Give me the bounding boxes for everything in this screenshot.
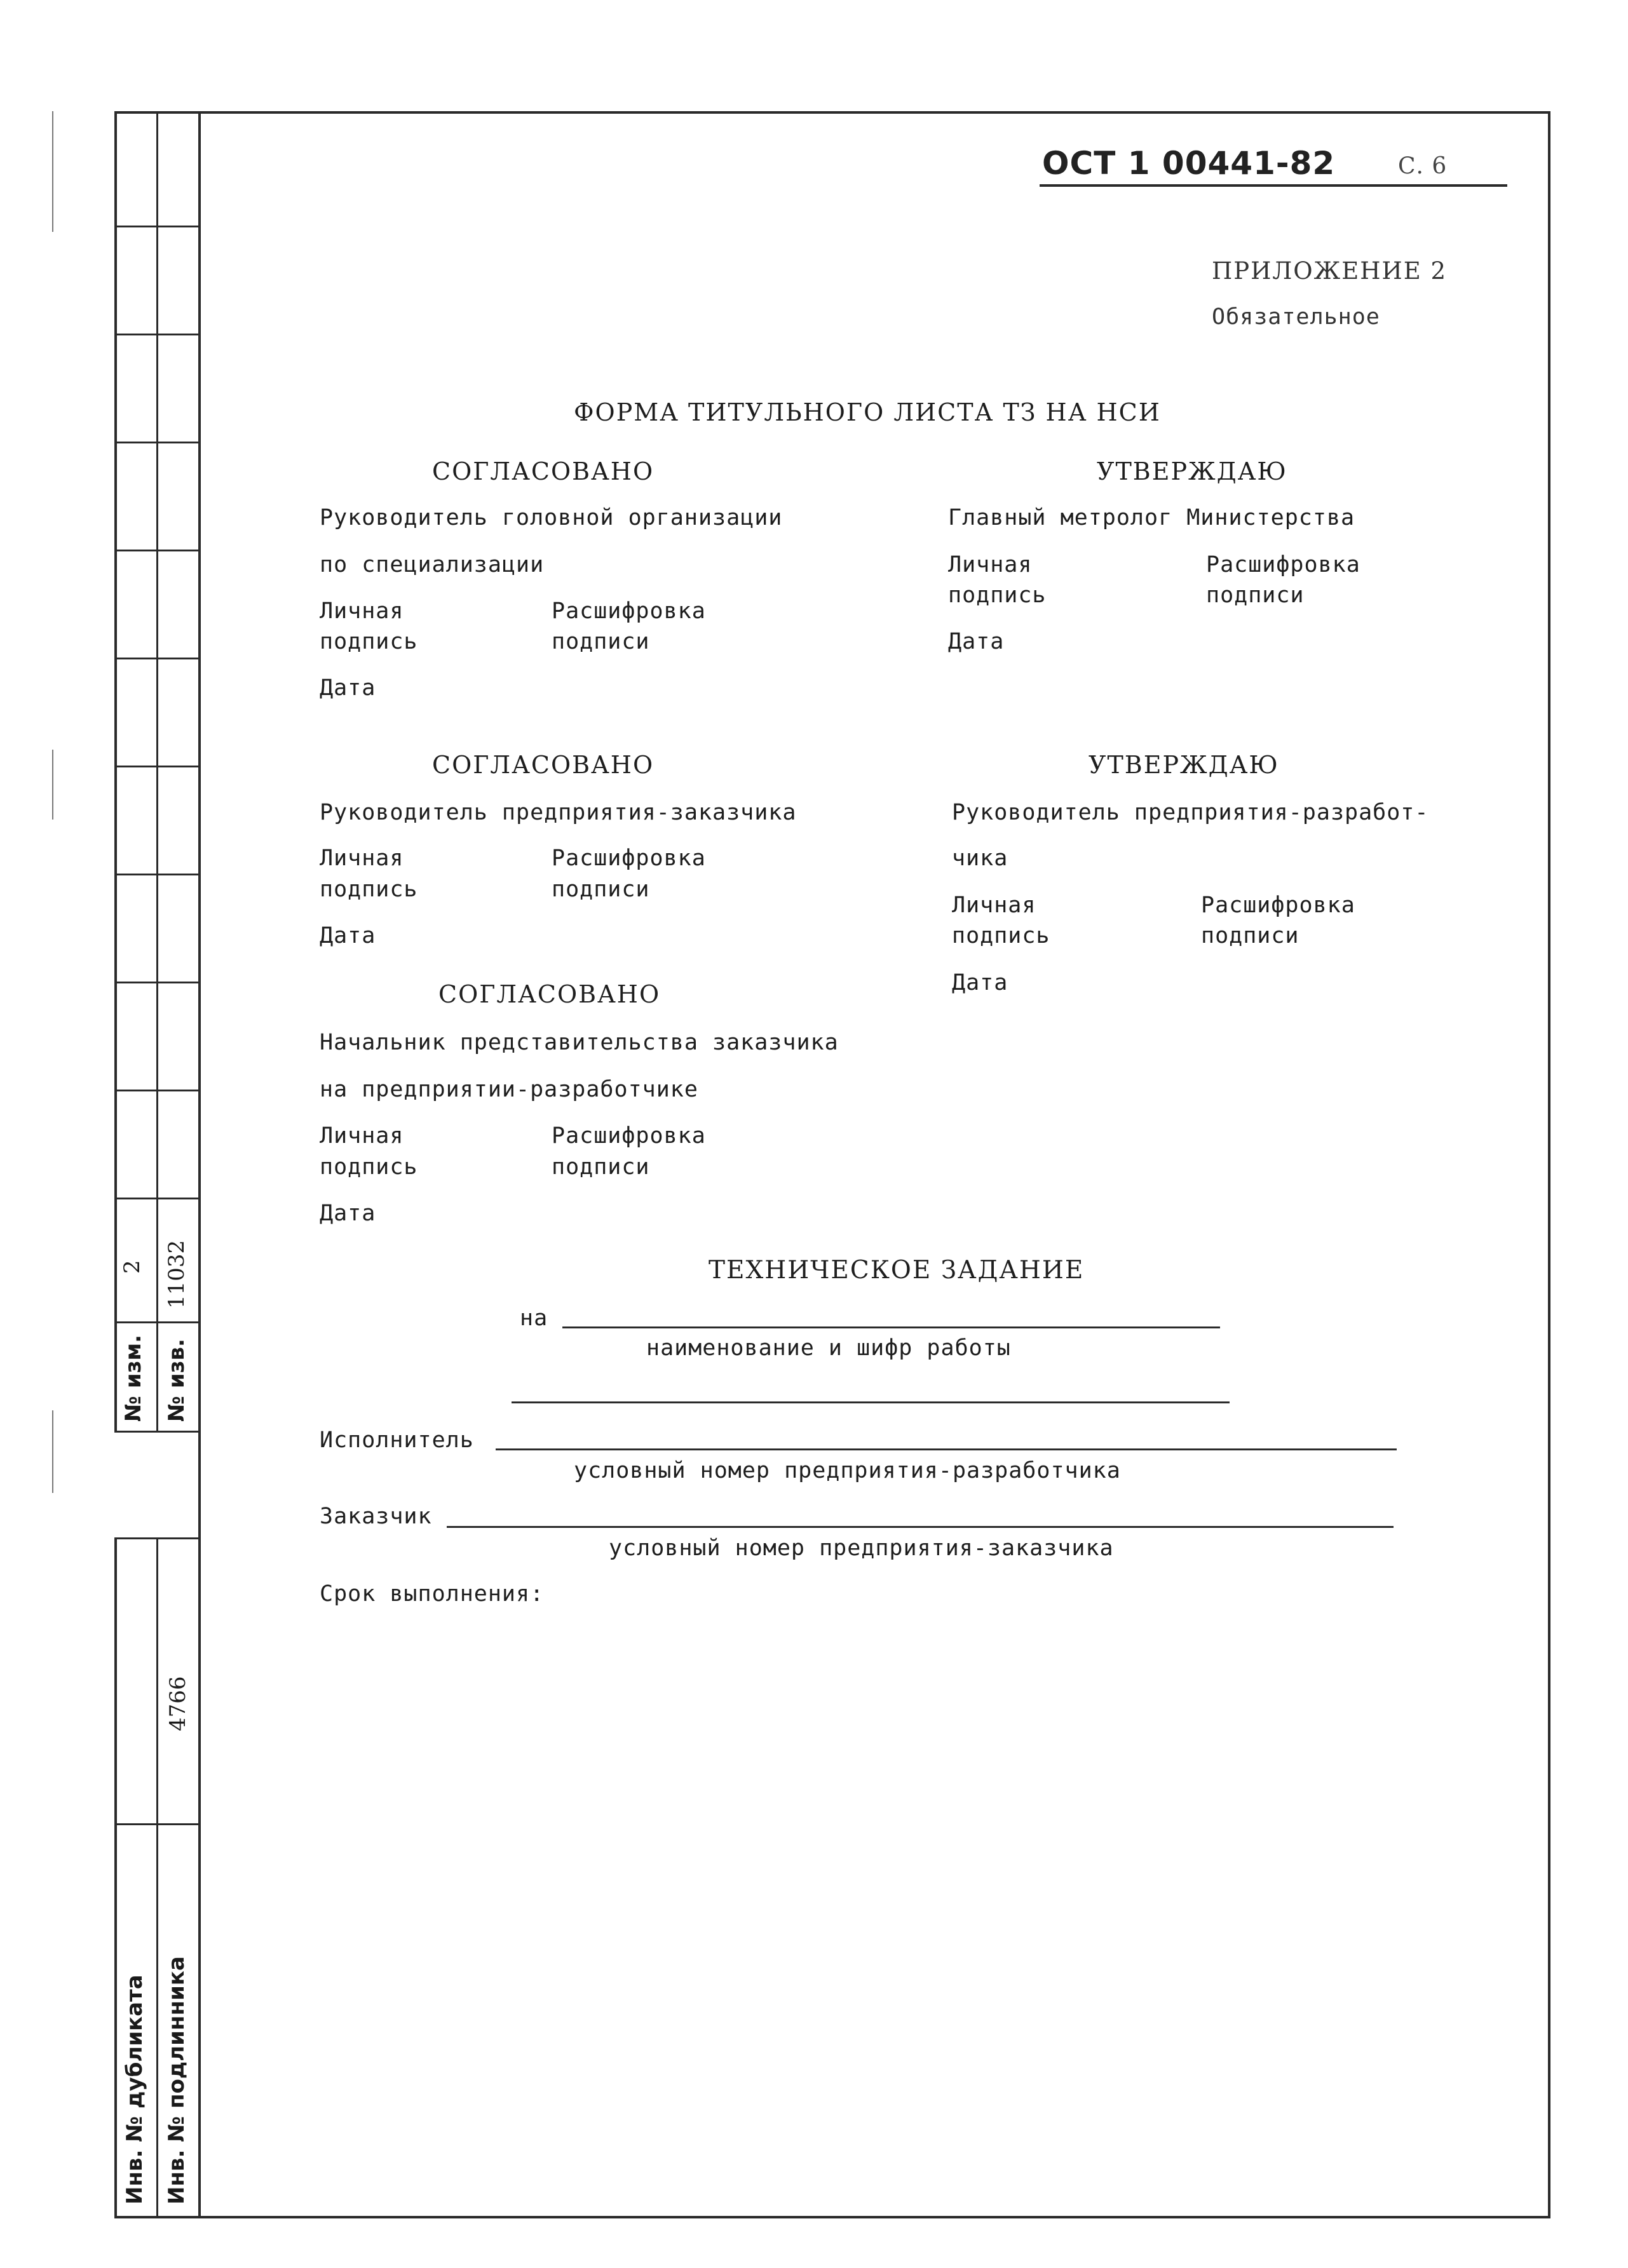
decoding-label: Расшифровка <box>552 598 706 624</box>
signature-label: подпись <box>320 877 418 902</box>
frame-bottom <box>201 2216 1550 2218</box>
on-label: на <box>520 1306 548 1331</box>
executor-caption: условный номер предприятия-разработчика <box>574 1458 1121 1483</box>
date-label: Дата <box>320 1201 376 1226</box>
signature-label: Личная <box>952 893 1036 918</box>
frame-right <box>1548 111 1550 2218</box>
decoding-label: подписи <box>1201 923 1299 948</box>
signature-label: подпись <box>948 583 1047 608</box>
customer-label: Заказчик <box>320 1504 432 1529</box>
change-number: 2 <box>119 1260 145 1274</box>
scan-mark <box>52 1410 53 1493</box>
date-label: Дата <box>320 923 376 948</box>
customer-caption: условный номер предприятия-заказчика <box>609 1536 1114 1561</box>
approve-text-line: чика <box>952 846 1008 871</box>
agreed-text-line: на предприятии-разработчике <box>320 1077 698 1102</box>
signature-label: подпись <box>320 629 418 654</box>
page-number: С. 6 <box>1398 153 1448 179</box>
document-code: ОСТ 1 00441-82 <box>1042 145 1336 182</box>
notice-number: 11032 <box>164 1239 189 1309</box>
agreed-text-line: Начальник представительства заказчика <box>320 1030 839 1055</box>
decoding-label: Расшифровка <box>552 846 706 871</box>
date-label: Дата <box>952 970 1008 996</box>
decoding-label: Расшифровка <box>552 1123 706 1149</box>
work-name-line <box>562 1326 1220 1328</box>
agreed-heading: СОГЛАСОВАНО <box>432 457 655 485</box>
decoding-label: подписи <box>1206 583 1305 608</box>
header-underline <box>1040 184 1507 187</box>
agreed-heading: СОГЛАСОВАНО <box>438 980 661 1008</box>
original-inventory-number: 4766 <box>165 1676 191 1731</box>
decoding-label: Расшифровка <box>1201 893 1355 918</box>
signature-label: Личная <box>948 552 1033 577</box>
duplicate-inventory-label: Инв. № дубликата <box>122 1974 147 2204</box>
approve-text-line: Главный метролог Министерства <box>948 505 1355 530</box>
signature-label: Личная <box>320 846 404 871</box>
signature-label: подпись <box>320 1154 418 1180</box>
scan-mark <box>52 750 53 820</box>
scan-mark <box>52 111 53 232</box>
signature-label: подпись <box>952 923 1050 948</box>
form-title: ФОРМА ТИТУЛЬНОГО ЛИСТА ТЗ НА НСИ <box>574 398 1161 426</box>
signature-label: Личная <box>320 598 404 624</box>
agreed-heading: СОГЛАСОВАНО <box>432 751 655 779</box>
appendix-status: Обязательное <box>1212 304 1380 330</box>
spec-title: ТЕХНИЧЕСКОЕ ЗАДАНИЕ <box>709 1256 1085 1285</box>
change-label: № изм. <box>121 1334 146 1422</box>
customer-line <box>447 1526 1394 1528</box>
approve-heading: УТВЕРЖДАЮ <box>1097 457 1287 485</box>
work-name-line-2 <box>512 1401 1230 1403</box>
executor-line <box>496 1448 1397 1450</box>
decoding-label: подписи <box>552 629 650 654</box>
date-label: Дата <box>948 629 1005 654</box>
date-label: Дата <box>320 675 376 701</box>
notice-label: № изв. <box>164 1339 189 1422</box>
decoding-label: подписи <box>552 877 650 902</box>
decoding-label: подписи <box>552 1154 650 1180</box>
agreed-text-line: по специализации <box>320 552 545 577</box>
agreed-text-line: Руководитель головной организации <box>320 505 783 530</box>
executor-label: Исполнитель <box>320 1428 474 1453</box>
agreed-text-line: Руководитель предприятия-заказчика <box>320 800 797 825</box>
appendix-title: ПРИЛОЖЕНИЕ 2 <box>1212 257 1448 285</box>
signature-label: Личная <box>320 1123 404 1149</box>
decoding-label: Расшифровка <box>1206 552 1360 577</box>
original-inventory-label: Инв. № подлинника <box>164 1956 189 2204</box>
frame-top <box>114 111 1550 114</box>
frame-left <box>198 111 201 2218</box>
approve-heading: УТВЕРЖДАЮ <box>1089 751 1279 779</box>
work-name-caption: наименование и шифр работы <box>646 1335 1011 1361</box>
approve-text-line: Руководитель предприятия-разработ- <box>952 800 1429 825</box>
deadline-label: Срок выполнения: <box>320 1581 545 1607</box>
